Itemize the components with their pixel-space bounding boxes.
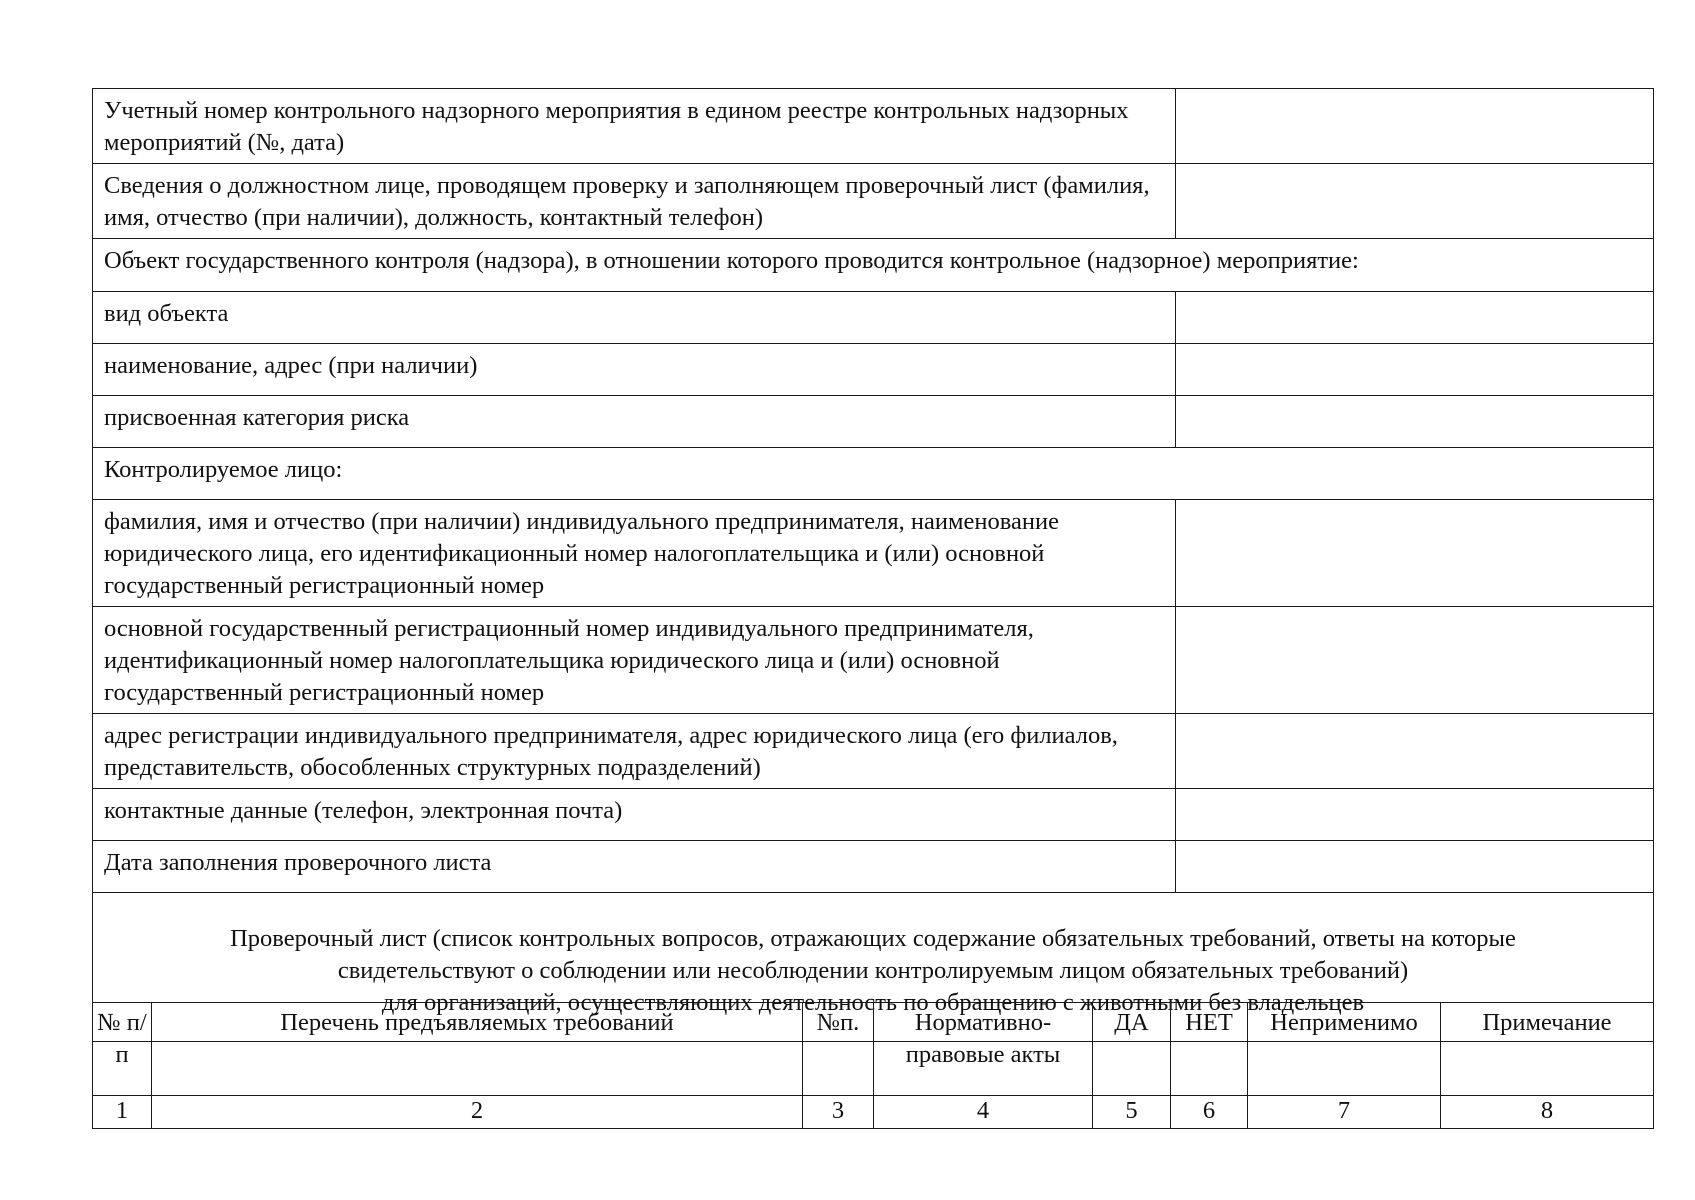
column-header-yes: ДА: [1093, 1003, 1171, 1096]
checklist-numbering-row: [93, 1096, 1654, 1129]
column-number-cell: 1: [93, 1096, 152, 1129]
field-value-fill-date[interactable]: [1176, 841, 1654, 893]
table-row: [93, 607, 1654, 714]
field-value-ogrn-inn[interactable]: [1176, 607, 1654, 714]
field-value-contact-data[interactable]: [1176, 789, 1654, 841]
table-row: [93, 448, 1654, 500]
field-label-inspector-info: Сведения о должностном лице, проводящем проверку и заполняющем проверочный лист (фамилия, имя, отчество (при наличии), должность, контактный телефон): [93, 164, 1176, 239]
table-row: [93, 500, 1654, 607]
field-value-registration-address[interactable]: [1176, 714, 1654, 789]
field-value-object-name-address[interactable]: [1176, 344, 1654, 396]
column-number-cell: 4: [874, 1096, 1093, 1129]
table-row: [93, 714, 1654, 789]
section-heading-controlled-person: Контролируемое лицо:: [93, 448, 1654, 500]
column-number-cell: 2: [152, 1096, 803, 1129]
table-row: [93, 396, 1654, 448]
table-row: [93, 89, 1654, 164]
field-value-object-type[interactable]: [1176, 292, 1654, 344]
column-header-legal-acts: Нормативно-правовые акты: [874, 1003, 1093, 1096]
field-label-person-name-inn: фамилия, имя и отчество (при наличии) индивидуального предпринимателя, наименование юридического лица, его идентификационный номер налогоплательщика и (или) основной государственный регистрационный номер: [93, 500, 1176, 607]
field-label-object-type: вид объекта: [93, 292, 1176, 344]
field-label-ogrn-inn: основной государственный регистрационный номер индивидуального предпринимателя, идентификационный номер налогоплательщика юридического лица и (или) основной государственный регистрационный номер: [93, 607, 1176, 714]
field-value-registry-number[interactable]: [1176, 89, 1654, 164]
column-header-not-applicable: Неприменимо: [1248, 1003, 1441, 1096]
field-label-contact-data: контактные данные (телефон, электронная почта): [93, 789, 1176, 841]
checklist-title-line: для организаций, осуществляющих деятельность по обращению с животными без владельцев: [381, 989, 1365, 1016]
field-label-object-name-address: наименование, адрес (при наличии): [93, 344, 1176, 396]
column-header-no: НЕТ: [1171, 1003, 1248, 1096]
checklist-title-line: свидетельствуют о соблюдении или несоблюдении контролируемым лицом обязательных требований): [337, 957, 1409, 984]
column-header-item-number: №п.: [803, 1003, 874, 1096]
table-row: [93, 789, 1654, 841]
table-row: [93, 239, 1654, 292]
inspection-info-table: [92, 88, 1654, 1042]
table-row: [93, 164, 1654, 239]
table-row: [93, 344, 1654, 396]
section-heading-control-object: Объект государственного контроля (надзора), в отношении которого проводится контрольное (надзорное) мероприятие:: [93, 239, 1654, 292]
table-row: [93, 841, 1654, 893]
field-label-risk-category: присвоенная категория риска: [93, 396, 1176, 448]
field-value-inspector-info[interactable]: [1176, 164, 1654, 239]
field-label-fill-date: Дата заполнения проверочного листа: [93, 841, 1176, 893]
column-header-number: № п/п: [93, 1003, 152, 1096]
column-header-note: Примечание: [1441, 1003, 1654, 1096]
field-label-registry-number: Учетный номер контрольного надзорного мероприятия в едином реестре контрольных надзорных мероприятий (№, дата): [93, 89, 1176, 164]
field-label-registration-address: адрес регистрации индивидуального предпринимателя, адрес юридического лица (его филиалов, представительств, обособленных структурных подразделений): [93, 714, 1176, 789]
column-number-cell: 5: [1093, 1096, 1171, 1129]
column-number-cell: 6: [1171, 1096, 1248, 1129]
column-number-cell: 8: [1441, 1096, 1654, 1129]
column-number-cell: 7: [1248, 1096, 1441, 1129]
table-row: [93, 292, 1654, 344]
checklist-title-line: Проверочный лист (список контрольных вопросов, отражающих содержание обязательных требований, ответы на которые: [230, 925, 1516, 952]
column-number-cell: 3: [803, 1096, 874, 1129]
field-value-risk-category[interactable]: [1176, 396, 1654, 448]
field-value-person-name-inn[interactable]: [1176, 500, 1654, 607]
column-header-requirements: Перечень предъявляемых требований: [152, 1003, 803, 1096]
checklist-table: [92, 1002, 1654, 1129]
checklist-header-row: [93, 1003, 1654, 1096]
